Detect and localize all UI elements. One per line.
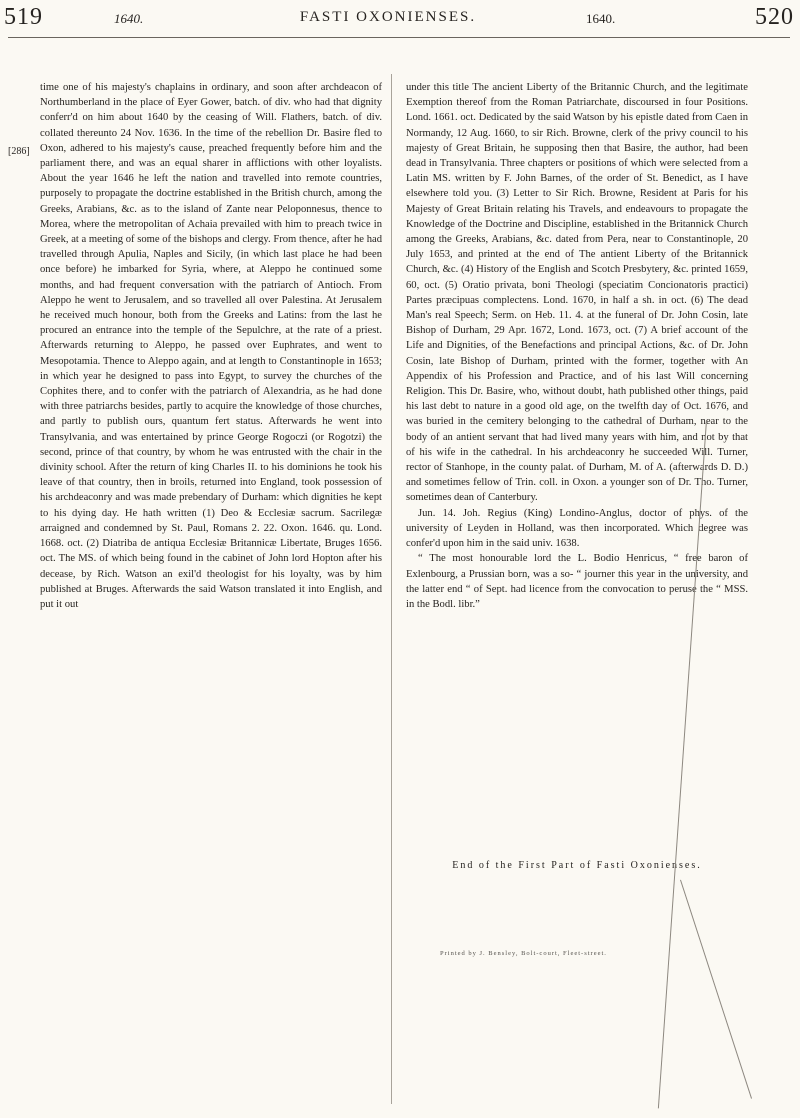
column-divider — [391, 74, 392, 1104]
scan-crease-line — [680, 880, 752, 1099]
page-header — [0, 0, 800, 40]
right-paragraph: “ The most honourable lord the L. Bodio Henricus, “ free baron of Exlenbourg, a Prussian born, was a so- “ journer this year in the university, and the latter end “ of Sept. had licence from the convocation to peruse the “ MSS. in the Bodl. libr.” — [406, 553, 748, 610]
right-column — [406, 80, 748, 612]
right-page-number: 520 — [755, 4, 794, 30]
right-paragraph: Jun. 14. Joh. Regius (King) Londino-Anglus, doctor of phys. of the university of Leyden in Holland, was then incorporated. Which degree was confer'd upon him in the said univ. 1638. — [406, 507, 748, 550]
running-title: FASTI OXONIENSES. — [299, 9, 477, 25]
side-margin-note: [286] — [8, 146, 30, 157]
printer-imprint: Printed by J. Bensley, Bolt-court, Fleet-street. — [440, 950, 607, 957]
left-year: 1640. — [114, 11, 144, 26]
left-column — [40, 80, 382, 612]
left-paragraph: time one of his majesty's chaplains in ordinary, and soon after archdeacon of Northumberland in the place of Eyer Gower, batch. of div. who had that dignity conferr'd on him about 1640 by the ceasing of Will. Flathers, batch. of div. collated thereunto 24 Nov. 1636. In the time of the rebellion Dr. Basire fled to Oxon, adhered to his majesty's cause, preached frequently before him and the parliament there, and was an equal sharer in afflictions with other loyalists. About the year 1646 he left the nation and travelled into remote countries, purposely to propagate the doctrine established in the British church, among the Greeks, Arabians, &c. as to the island of Zante near Peloponnesus, thence to Morea, where the metropolitan of Achaia prevailed with him to preach twice in Greek, at a meeting of some of the bishops and clergy. From thence, after he had travelled through Apulia, Naples and Sicily, (in which last place he had been once before) he imbarked for Syria, where, at Aleppo he continued some months, and had frequent conversation with the patriarch of Antioch. From Aleppo he went to Jerusalem, and so travelled all over Palestina. At Jerusalem he received much honour, both from the Greeks and Latins: from the last he procured an entrance into the temple of the Sepulchre, at the rate of a priest. Afterwards returning to Aleppo, he passed over Euphrates, and went to Mesopotamia. Thence to Aleppo again, and at length to Constantinople in 1653; in which year he designed to pass into Egypt, to survey the churches of the Cophites there, and to confer with the patriarch of Alexandria, as he had done with three patriarchs besides, partly to acquire the knowledge of those churches, and partly to publish ours, quantum fert status. Afterwards he went into Transylvania, and was entertained by prince George Rogoczi (or Rogotzi) the second, prince of that country, by whom he was entrusted with the chair in the divinity school. After the return of king Charles II. to his dominions he took his leave of that country, then in broils, returned into England, took possession of his archdeaconry and was made prebendary of Durham: which dignities he kept to his dying day. He hath written (1) Deo & Ecclesiæ sacrum. Sacrilegæ arraigned and condemned by St. Paul, Romans 2. 22. Oxon. 1646. qu. Lond. 1668. oct. (2) Diatriba de antiqua Ecclesiæ Britannicæ Libertate, Bruges 1656. oct. The MS. of which being found in the cabinet of John lord Hopton after his decease, by Rich. Watson an exil'd theologist for his loyalty, was by him published at Bruges. Afterwards the said Watson translated it into English, and put it out — [40, 82, 382, 610]
header-rule — [8, 37, 790, 38]
right-paragraph: under this title The ancient Liberty of the Britannic Church, and the legitimate Exemption thereof from the Roman Patriarchate, discoursed in four Positions. Lond. 1661. oct. Dedicated by the said Watson by his epistle dated from Caen in Normandy, 12 Aug. 1660, to sir Rich. Browne, clerk of the privy council to his majesty of Great Britain, he supposing then that Basire, the author, had been dead in Transylvania. Three chapters or positions of which were selected from a Latin MS. written by F. John Barnes, of the order of St. Benedict, as I have elsewhere told you. (3) Letter to Sir Rich. Browne, Resident at Paris for his Majesty of Great Britain relating his Travels, and endeavours to propagate the Knowledge of the Doctrine and Discipline, established in the Britannick Church among the Greeks, Arabians, &c. dated from Pera, near to Constantinople, 20 July 1653, and printed at the end of The antient Liberty of the Britannick Church, &c. (4) History of the English and Scotch Presbytery, &c. printed 1659, 60, oct. (5) Oratio privata, boni Theologi (speciatim Concionatoris practici) Partes præcipuas complectens. Lond. 1670, in half a sh. in oct. (6) The dead Man's real Speech; Serm. on Heb. 11. 4. at the funeral of Dr. John Cosin, late Bishop of Durham, 29 Apr. 1672, Lond. 1673, oct. (7) A brief account of the Life and Dignities, of the Benefactions and principal Actions, &c. of Dr. John Cosin, late Bishop of Durham, printed with the former, together with An Appendix of his Profession and Practice, and of his last Will concerning Religion. This Dr. Basire, who, without doubt, hath published other things, paid his last debt to nature in a good old age, on the twelfth day of Oct. 1676, and was buried in the cemitery belonging to the cathedral of Durham, near to the body of an antient servant that had lived many years with him, and not by that of his wife in the cathedral. In his archdeaconry he succeeded Will. Turner, rector of Stanhope, in the county palat. of Durham, M. of A. (afterwards D. D.) and sometimes fellow of Trin. coll. in Oxon. a younger son of Dr. Tho. Turner, sometimes dean of Canterbury. — [406, 82, 748, 504]
part-end-heading: End of the First Part of Fasti Oxonienses. — [452, 860, 702, 871]
left-page-number: 519 — [4, 4, 43, 30]
right-year: 1640. — [586, 11, 616, 26]
